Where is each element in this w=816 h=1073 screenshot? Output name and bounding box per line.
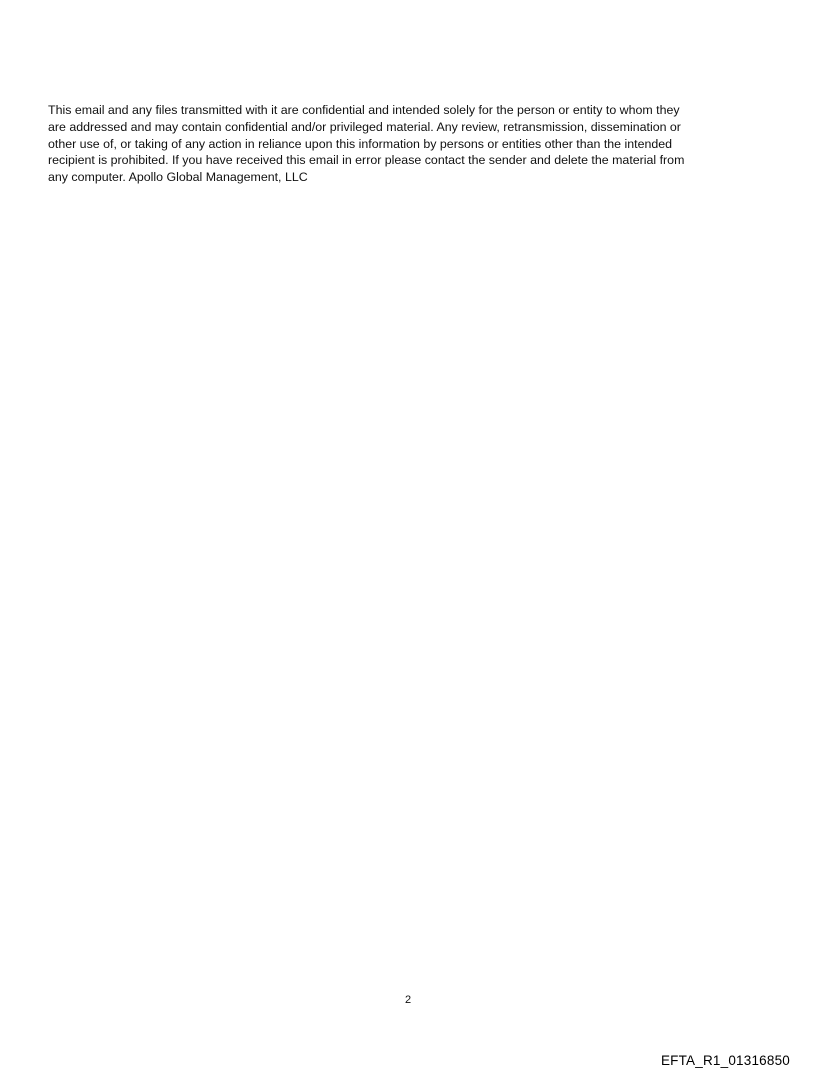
page-number: 2 (404, 994, 412, 1006)
confidentiality-disclaimer: This email and any files transmitted with it are confidential and intended solely for the person or entity to whom they are addressed and may contain confidential and/or privileged material. Any review, retransmission, dissemination or other use of, or taking of any action in reliance upon this information by persons or entities other than the intended recipient is prohibited. If you have received this email in error please contact the sender and delete the material from any computer. Apollo Global Management, LLC (48, 103, 685, 185)
document-id-stamp: EFTA_R1_01316850 (660, 1053, 790, 1068)
